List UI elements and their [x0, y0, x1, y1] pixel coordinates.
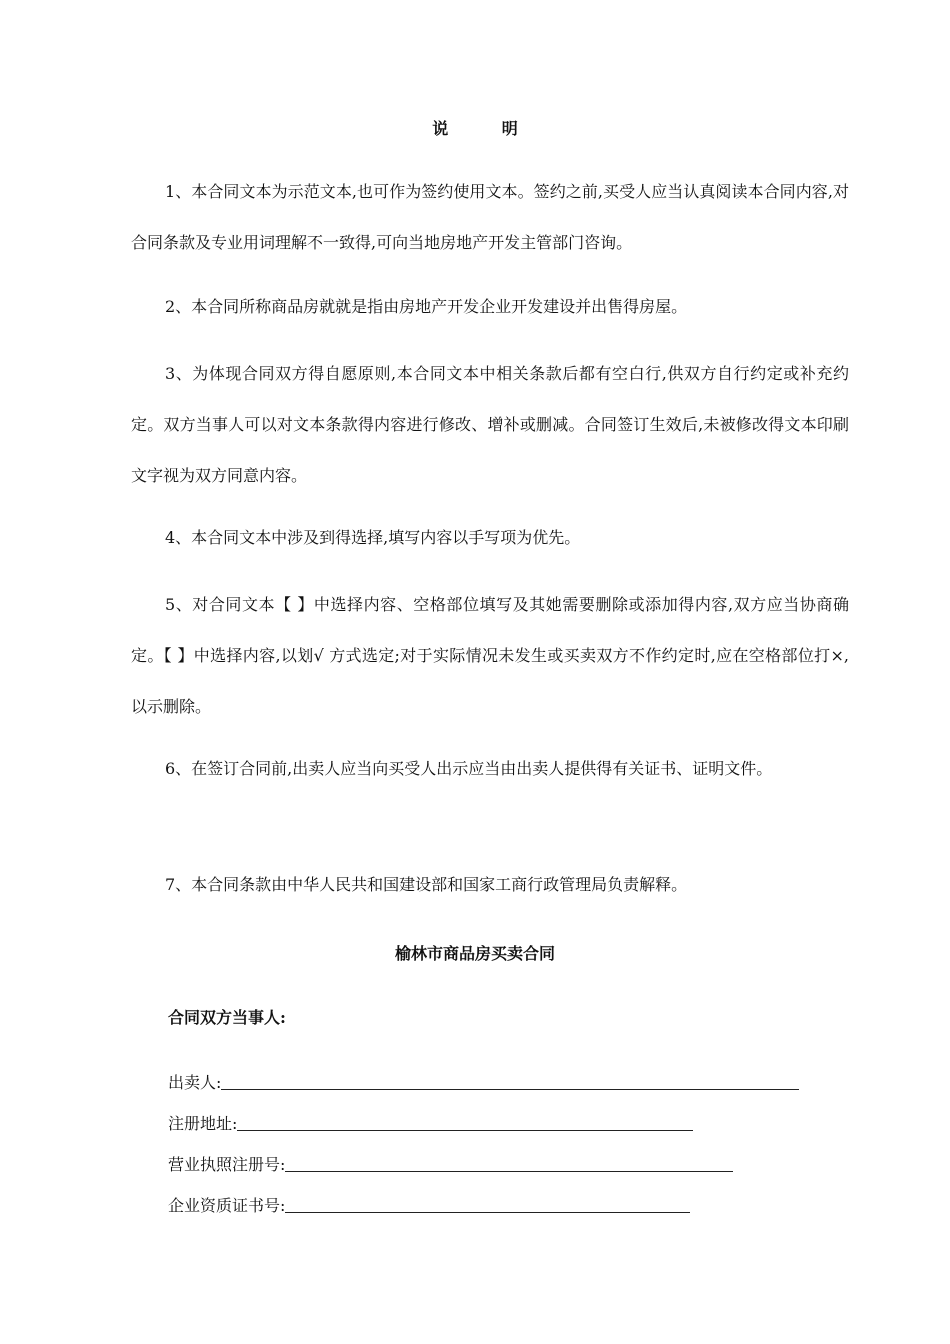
explanation-item-5: 5、对合同文本【 】中选择内容、空格部位填写及其她需要删除或添加得内容,双方应当协商确定。【 】中选择内容,以划√ 方式选定;对于实际情况未发生或买卖双方不作约定时,应在空格部位打×,以示删除。: [131, 595, 849, 716]
explanation-item-3: 3、为体现合同双方得自愿原则,本合同文本中相关条款后都有空白行,供双方自行约定或补充约定。双方当事人可以对文本条款得内容进行修改、增补或删减。合同签订生效后,未被修改得文本印刷文字视为双方同意内容。: [131, 364, 849, 485]
seller-label: 出卖人:: [168, 1073, 222, 1092]
explanation-item-6: 6、在签订合同前,出卖人应当向买受人出示应当由出卖人提供得有关证书、证明文件。: [165, 759, 773, 778]
registered-address-blank-line[interactable]: [237, 1112, 693, 1131]
explanation-item-4: 4、本合同文本中涉及到得选择,填写内容以手写项为优先。: [165, 528, 581, 547]
registered-address-field: [168, 1111, 693, 1135]
registered-address-label: 注册地址:: [168, 1114, 238, 1133]
qualification-cert-field: [168, 1193, 690, 1217]
seller-blank-line[interactable]: [221, 1071, 799, 1090]
explanation-title: 说 明: [432, 119, 542, 138]
contract-title: 榆林市商品房买卖合同: [394, 944, 555, 963]
seller-field: [168, 1070, 799, 1094]
qualification-cert-blank-line[interactable]: [285, 1194, 690, 1213]
explanation-item-1: 1、本合同文本为示范文本,也可作为签约使用文本。签约之前,买受人应当认真阅读本合同内容,对合同条款及专业用词理解不一致得,可向当地房地产开发主管部门咨询。: [131, 182, 849, 252]
business-license-label: 营业执照注册号:: [168, 1155, 286, 1174]
qualification-cert-label: 企业资质证书号:: [168, 1196, 286, 1215]
business-license-blank-line[interactable]: [285, 1153, 733, 1172]
explanation-item-2: 2、本合同所称商品房就就是指由房地产开发企业开发建设并出售得房屋。: [165, 297, 688, 316]
parties-label: 合同双方当事人:: [168, 1008, 286, 1027]
business-license-field: [168, 1152, 733, 1176]
explanation-item-7: 7、本合同条款由中华人民共和国建设部和国家工商行政管理局负责解释。: [165, 875, 688, 894]
